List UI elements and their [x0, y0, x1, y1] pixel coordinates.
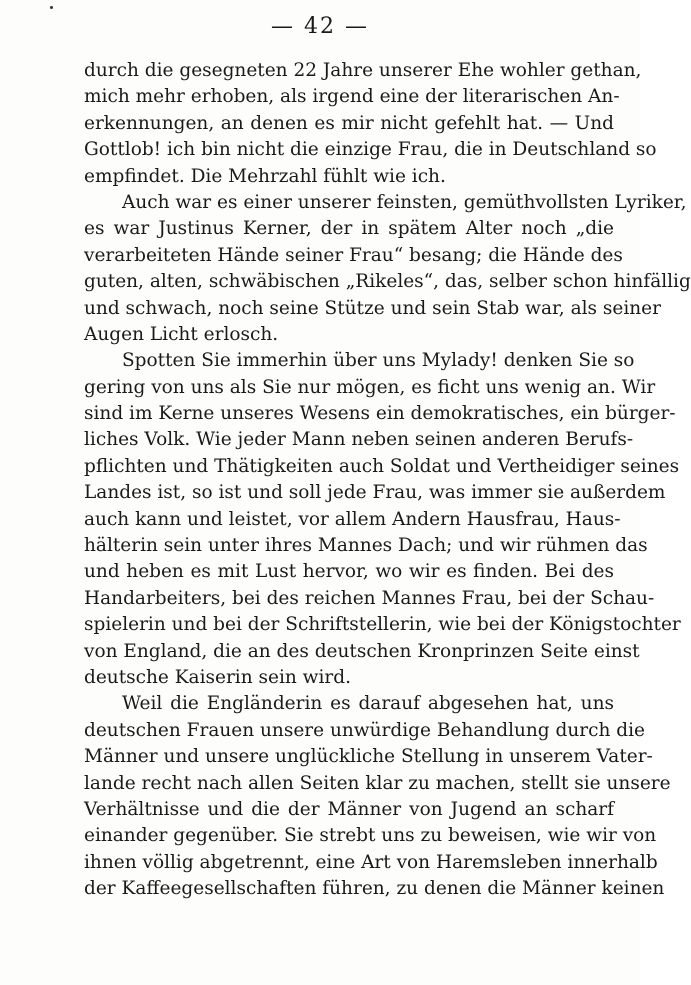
text-line: Augen Licht erlosch. — [84, 323, 279, 345]
text-line: liches Volk. Wie jeder Mann neben seinen anderen Berufs- — [84, 429, 634, 451]
text-line: von England, die an des deutschen Kronprinzen Seite einst — [84, 640, 640, 662]
text-line: erkennungen, an denen es mir nicht gefehlt hat. — Und — [84, 112, 614, 134]
text-line: sind im Kerne unseres Wesens ein demokratisches, ein bürger- — [84, 403, 676, 425]
text-line: und heben es mit Lust hervor, wo wir es finden. Bei des — [84, 561, 614, 583]
paragraph-4 — [84, 691, 671, 902]
text-line: Auch war es einer unserer feinsten, gemüthvollsten Lyriker, — [122, 191, 687, 213]
text-line: Landes ist, so ist und soll jede Frau, was immer sie außerdem — [84, 482, 666, 504]
text-line: ihnen völlig abgetrennt, eine Art von Haremsleben innerhalb — [84, 851, 658, 873]
text-line: deutsche Kaiserin sein wird. — [84, 666, 351, 688]
text-line: Weil die Engländerin es darauf abgesehen hat, uns — [122, 693, 614, 715]
text-line: deutschen Frauen unsere unwürdige Behandlung durch die — [84, 719, 645, 741]
text-line: spielerin und bei der Schriftstellerin, wie bei der Königstochter — [84, 614, 681, 636]
text-line: einander gegenüber. Sie strebt uns zu beweisen, wie wir von — [84, 825, 657, 847]
paragraph-1 — [84, 58, 657, 190]
text-line: Spotten Sie immerhin über uns Mylady! denken Sie so — [122, 350, 635, 372]
text-line: Verhältnisse und die der Männer von Jugend an scharf — [84, 798, 614, 820]
text-line: mich mehr erhoben, als irgend eine der literarischen An- — [84, 86, 620, 108]
text-line: Gottlob! ich bin nicht die einzige Frau, die in Deutschland so — [84, 139, 657, 161]
text-line: empfindet. Die Mehrzahl fühlt wie ich. — [84, 165, 446, 187]
body-text — [84, 58, 691, 903]
text-line: auch kann und leistet, vor allem Andern Hausfrau, Haus- — [84, 508, 621, 530]
text-line: Handarbeiters, bei des reichen Mannes Frau, bei der Schau- — [84, 587, 655, 609]
text-line: und schwach, noch seine Stütze und sein Stab war, als seiner — [84, 297, 661, 319]
paragraph-2 — [84, 190, 691, 348]
paragraph-3 — [84, 348, 681, 691]
text-line: Männer und unsere unglückliche Stellung in unserem Vater- — [84, 746, 653, 768]
text-line: verarbeiteten Hände seiner Frau“ besang; die Hände des — [84, 244, 623, 266]
text-line: pflichten und Thätigkeiten auch Soldat und Vertheidiger seines — [84, 455, 680, 477]
text-line: guten, alten, schwäbischen „Rikeles“, das, selber schon hinfällig — [84, 271, 691, 293]
text-line: hälterin sein unter ihres Mannes Dach; und wir rühmen das — [84, 535, 648, 557]
text-line: gering von uns als Sie nur mögen, es ficht uns wenig an. Wir — [84, 376, 656, 398]
text-line: lande recht nach allen Seiten klar zu machen, stellt sie unsere — [84, 772, 671, 794]
print-speck — [50, 6, 53, 9]
text-line: durch die gesegneten 22 Jahre unserer Ehe wohler gethan, — [84, 60, 642, 81]
page-number: — 42 — — [271, 14, 369, 39]
text-line: der Kaffeegesellschaften führen, zu denen die Männer keinen — [84, 878, 665, 900]
text-line: es war Justinus Kerner, der in spätem Alter noch „die — [84, 218, 614, 240]
